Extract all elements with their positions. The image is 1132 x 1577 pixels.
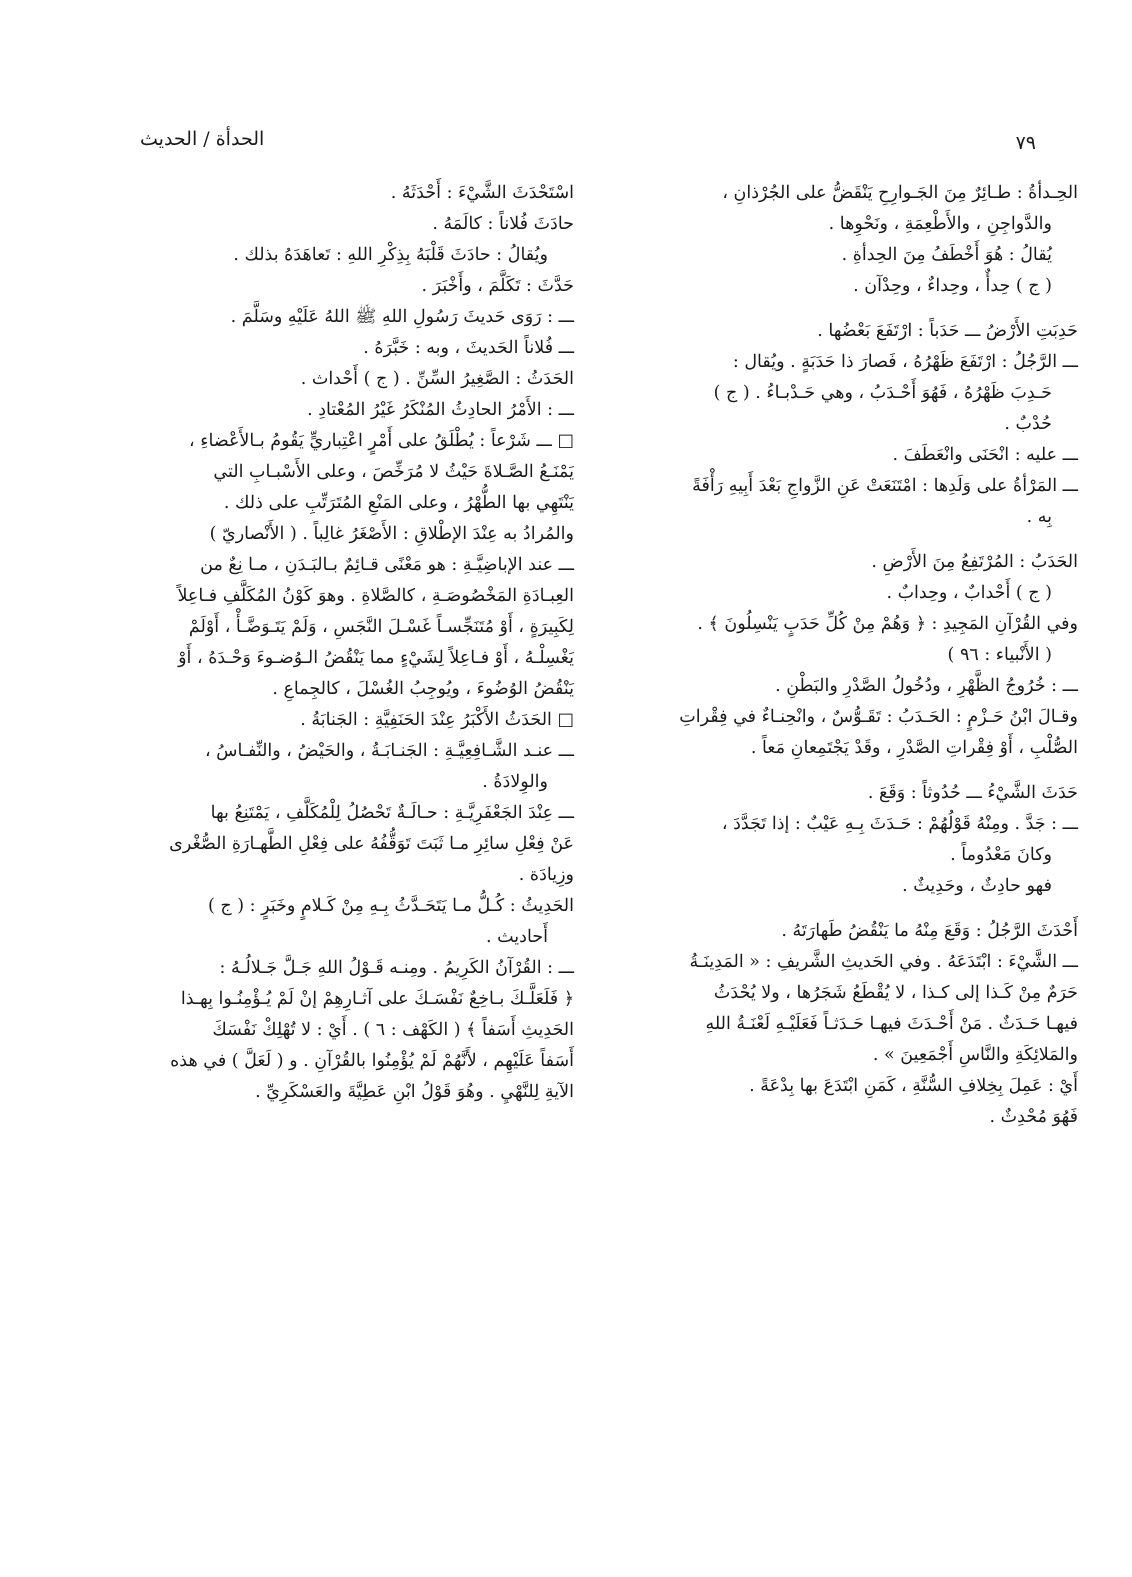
entry-line: حُدْبٌ .: [1004, 414, 1052, 434]
entry-line: الصُّلْبِ ، أَوْ فِقْراتِ الصَّدْرِ ، وقَدْ يَجْتَمِعانِ مَعاً .: [750, 738, 1078, 758]
entry-line: فَهُوَ مُحْدِثٌ .: [989, 1107, 1078, 1127]
entry-line: أَيْ : عَمِلَ بِخِلافِ السُّنَّةِ ، كَمَنِ ابْتَدَعَ بها بِدْعَةً .: [749, 1076, 1078, 1096]
entry-line: الآيةِ لِلنَّهْيِ . وهُوَ قَوْلُ ابْنِ عَطِيَّةَ والعَسْكَرِيِّ .: [255, 1082, 574, 1102]
entry-line: ويُقالُ : حادَثَ قَلْبَهُ بِذِكْرِ اللهِ : تَعاهَدَهُ بذلك .: [233, 245, 548, 265]
entry-line: ـــ الشَّيْءَ : ابْتَدَعَهُ . وفي الحَديثِ الشَّريفِ : « المَدِينَـةُ: [689, 952, 1078, 972]
entry-line: وقـالَ ابْنُ حَـزْمٍ : الحَـدَبُ : تَقَـوُّسٌ ، وانْحِنـاءٌ في فِقْراتِ: [679, 707, 1078, 727]
entry-line: ـــ : خُرُوجُ الظَّهْرِ ، ودُخُولُ الصَّدْرِ والبَطْنِ .: [775, 676, 1078, 696]
entry-line: يَمْنَـعُ الصَّـلاةَ حَيْثُ لا مُرَخِّصَ ، وعلى الأَسْبـابِ التي: [213, 462, 574, 482]
entry-line: اسْتَحْدَثَ الشَّيْءَ : أَحْدَثَهُ .: [390, 183, 574, 203]
entry-line: يَنْتَهِي بها الطُّهْرُ ، وعلى المَنْعِ المُتَرَتِّبِ على ذلك .: [223, 493, 574, 513]
entry-line: ـــ عند الإباضِيَّـةِ : هو مَعْنًى قـائِمٌ بـالبَـدَنِ ، مـا نِعٌ من: [200, 555, 574, 575]
entry-line: عَنْ فِعْلِ سائِرِ مـا ثَبَتَ تَوَقُّفُهُ على فِعْلِ الطَّهـارَةِ الصُّغْرى: [169, 834, 574, 854]
running-head: الحدأة / الحديث: [140, 128, 265, 150]
entry-line: بِه .: [1026, 507, 1052, 527]
entry-line: وزِيادَة .: [518, 865, 574, 885]
page-number: ٧٩: [1015, 132, 1036, 154]
entry-line: حَـدِبَ ظَهْرُهُ ، فَهُوَ أَحْـدَبُ ، وهي حَـدْبـاءُ . ( ج ): [713, 383, 1052, 403]
entry-line: وفي القُرْآنِ المَجِيدِ : ﴿ وَهُمْ مِنْ كُلِّ حَدَبٍ يَنْسِلُونَ ﴾ .: [697, 614, 1078, 634]
entry-line: حادَثَ فُلاناً : كالَمَهُ .: [432, 214, 574, 234]
page-header: [140, 128, 1040, 164]
entry-line: والوِلادَةُ .: [482, 772, 548, 792]
entry-line: وكانَ مَعْدُوماً .: [950, 845, 1052, 865]
entry-line: الحِـدأةُ : طـائِرٌ مِنَ الجَـوارِحِ يَنْقَضُّ على الجُرْذانِ ،: [722, 183, 1078, 203]
entry-line: ( الأَنْبياء : ٩٦ ): [947, 645, 1052, 665]
entry-line: الحَدَثُ : الصَّغِيرُ السِّنِّ . ( ج ) أَحْداث .: [300, 369, 574, 389]
entry-line: ﴿ فَلَعَلَّـكَ بـاخِعٌ نَفْسَـكَ على آثـارِهِمْ إنْ لَمْ يُـؤْمِنُـوا بِهـذا: [180, 989, 574, 1009]
entry-line: ( ج ) حِدأٌ ، وحِداءٌ ، وحِدْآن .: [853, 276, 1052, 296]
entry-line: حَدَّثَ : تَكَلَّمَ ، وأَخْبَرَ .: [421, 276, 574, 296]
entry-line: ـــ : رَوَى حَديثَ رَسُولِ اللهِ ﷺ اللهُ عَلَيْهِ وسَلَّمَ .: [230, 307, 574, 327]
entry-line: يُقالُ : هُوَ أَخْطَفُ مِنَ الحِدأةِ .: [841, 245, 1052, 265]
entry-line: يَغْسِلْـهُ ، أَوْ فـاعِلاً لِشَيْءٍ مما يَنْقُضُ الـوُضـوءَ وَحْـدَهُ ، أَوْ: [178, 648, 574, 668]
entry-line: ـــ : جَدَّ . ومِنْهُ قَوْلُهُمْ : حَـدَثَ بِـهِ عَيْبٌ : إذا تَجَدَّدَ ،: [721, 814, 1078, 834]
entry-line: أَحاديث .: [486, 927, 548, 947]
entry-line: والمُرادُ به عِنْدَ الإطْلاقِ : الأَصْغَرُ غالِباً . ( الأَنْصاريّ ): [209, 524, 574, 544]
entry-line: □ الحَدَثُ الأَكْبَرُ عِنْدَ الحَنَفِيَّةِ : الجَنابَةُ .: [300, 710, 574, 730]
entry-line: فيهـا حَـدَثٌ . مَنْ أَحْـدَثَ فيهـا حَـدَثـاً فَعَلَيْـهِ لَعْنَـةُ اللهِ: [705, 1014, 1078, 1034]
entry-line: □ ـــ شَرْعاً : يُطْلَقُ على أَمْرٍ اعْتِباريٍّ يَقُومُ بـالأَعْضاءِ ،: [189, 431, 574, 451]
entry-line: والمَلائِكَةِ والنَّاسِ أَجْمَعِينَ » .: [872, 1045, 1078, 1065]
entry-line: ـــ : القُرْآنُ الكَرِيمُ . ومِنـه قَـوْلُ اللهِ جَـلَّ جَـلالُـهُ :: [219, 958, 574, 978]
entry-line: حَدَثَ الشَّيْءُ ـــ حُدُوثاً : وَقَعَ .: [867, 783, 1078, 803]
entry-line: الحَدَبُ : المُرْتَفِعُ مِنَ الأَرْضِ .: [871, 552, 1078, 572]
entry-line: ـــ عِنْدَ الجَعْفَرِيَّـةِ : حـالَـةٌ تَحْصُلُ لِلْمُكَلَّفِ ، يَمْتَنِعُ بها: [210, 803, 574, 823]
right-column: [618, 178, 1078, 1133]
entry-line: ـــ فُلاناً الحَديثَ ، وبه : خَبَّرَهُ .: [363, 338, 574, 358]
entry-line: والدَّواجِنِ ، والأَطْعِمَةِ ، ونَحْوِها .: [828, 214, 1052, 234]
entry-line: العِبـادَةِ المَخْصُوصَـةِ ، كالصَّلاةِ . وهوَ كَوْنُ المُكَلَّفِ فـاعِلاً: [177, 586, 574, 606]
entry-line: أَحْدَثَ الرَّجُلُ : وَقَعَ مِنْهُ ما يَنْقُضُ طَهارَتَهُ .: [781, 921, 1078, 941]
entry-line: ـــ الرَّجُلُ : ارْتَفَعَ ظَهْرُهُ ، فَصارَ ذا حَدَبَةٍ . ويُقال :: [732, 352, 1078, 372]
entry-line: الحَدِيثِ أَسَفاً ﴾ ( الكَهْف : ٦ ) . أَيْ : لا تُهْلِكْ نَفْسَكَ: [212, 1020, 574, 1040]
entry-line: حَدِبَتِ الأَرْضُ ـــ حَدَباً : ارْتَفَعَ بَعْضُها .: [817, 321, 1078, 341]
entry-line: ـــ عنـد الشَّـافِعِيَّـةِ : الجَنـابَـةُ ، والحَيْضُ ، والنِّفـاسُ ،: [204, 741, 574, 761]
entry-line: يَنْقُضُ الوُضُوءَ ، ويُوجِبُ الغُسْلَ ، كالجِماعِ .: [272, 679, 574, 699]
entry-line: حَرَمٌ مِنْ كَـذا إلى كـذا ، لا يُقْطَعُ شَجَرُها ، ولا يُحْدَثُ: [713, 983, 1078, 1003]
entry-line: الحَدِيثُ : كُـلُّ مـا يَتَحَـدَّثُ بِـهِ مِنْ كَـلامٍ وخَبَرٍ : ( ج ): [207, 896, 574, 916]
entry-line: أَسَفاً عَلَيْهِم ، لأَنَّهُمْ لَمْ يُؤْمِنُوا بالقُرْآنِ . و ( لَعَلَّ ) في هذه: [170, 1051, 574, 1071]
entry-line: ( ج ) أَحْدابٌ ، وحِدابٌ .: [886, 583, 1052, 603]
left-column: [128, 178, 574, 1108]
entry-line: ـــ : الأَمْرُ الحادِثُ المُنْكَرُ غَيْرُ المُعْتادِ .: [307, 400, 574, 420]
entry-line: فهو حادِثٌ ، وحَدِيثٌ .: [902, 876, 1052, 896]
entry-line: لِكَبِيرَةٍ ، أَوْ مُتَنَجِّسـاً غَسْـلَ النَّجَسِ ، وَلَمْ يَتَـوَضَّـأْ ، أَوْلَمْ: [188, 617, 574, 637]
entry-line: ـــ المَرْأةُ على وَلَدِها : امْتَنَعَتْ عَنِ الزَّواجِ بَعْدَ أَبِيهِ رَأْفَةً: [692, 476, 1078, 496]
entry-line: ـــ عليه : انْحَنَى وانْعَطَفَ .: [892, 445, 1078, 465]
